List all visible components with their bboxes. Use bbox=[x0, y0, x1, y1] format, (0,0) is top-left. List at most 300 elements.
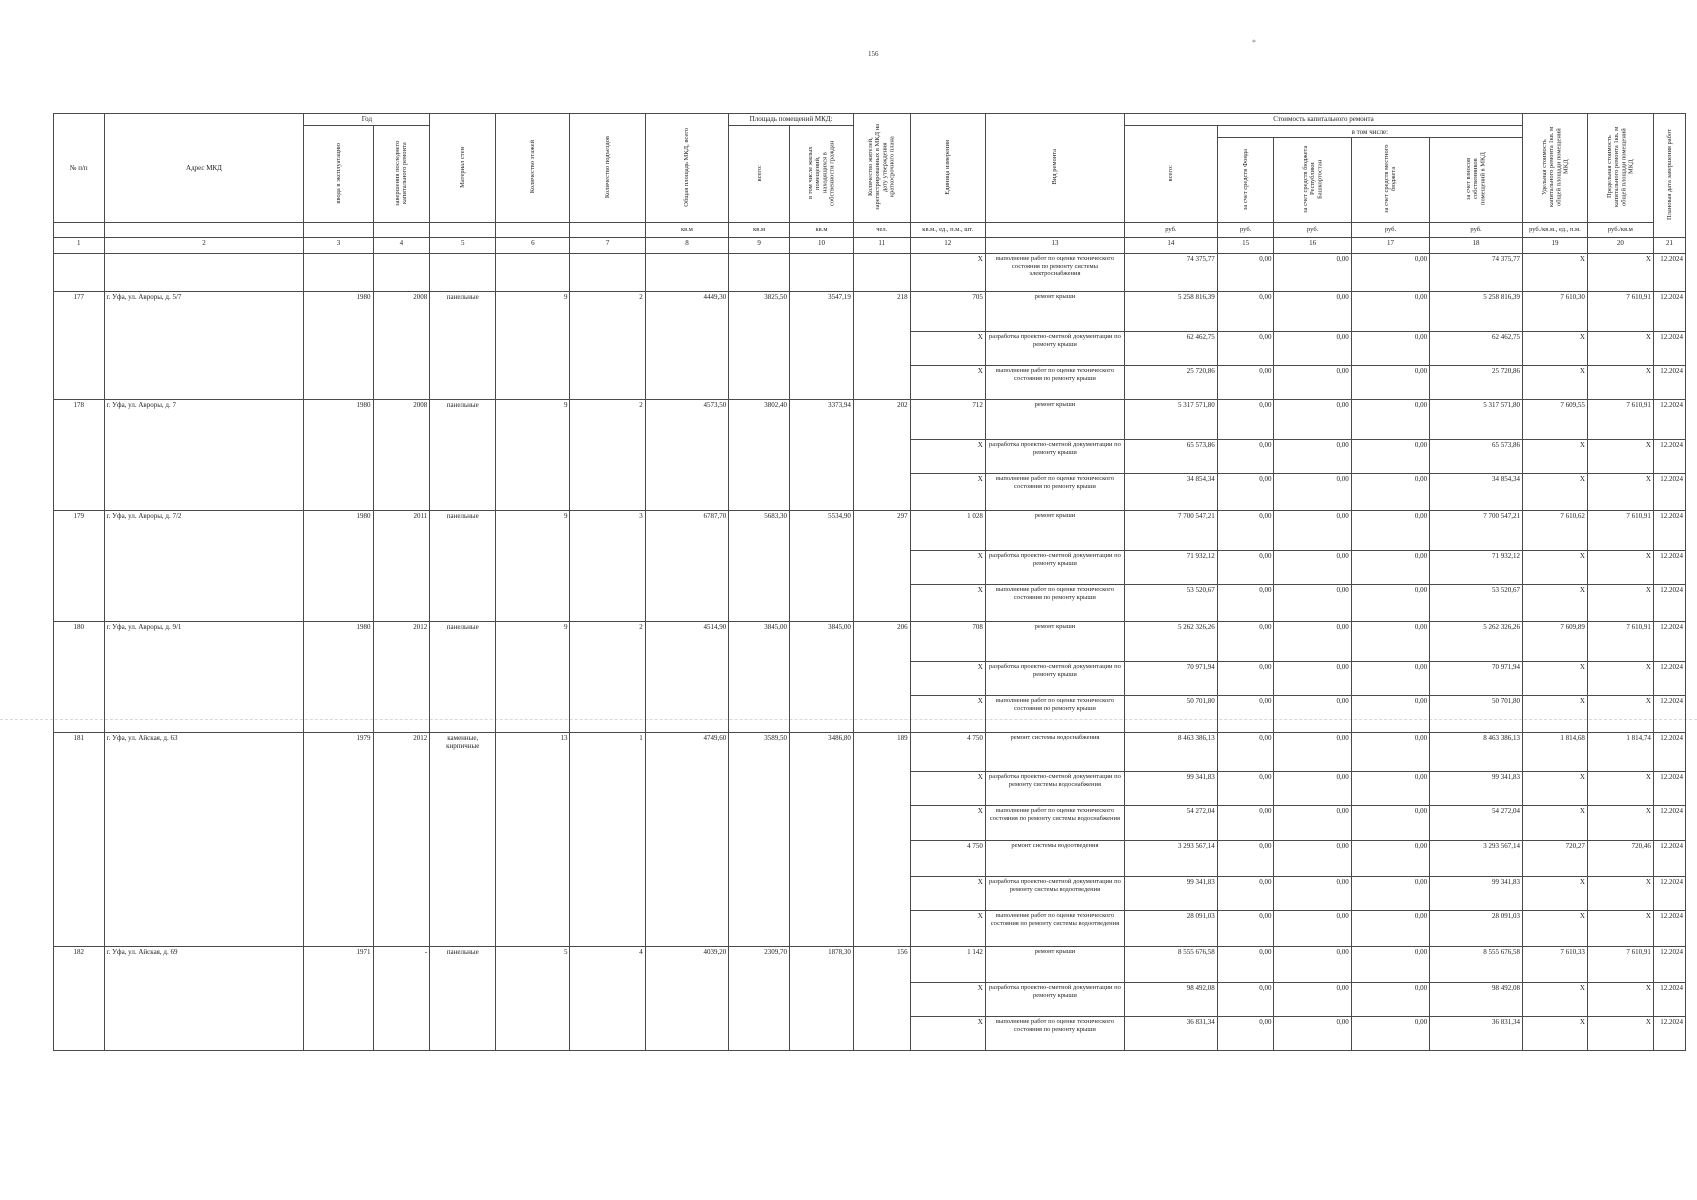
deadline-cell: 12.2024 bbox=[1653, 733, 1685, 772]
column-number: 14 bbox=[1125, 238, 1218, 254]
cost-fund-cell: 0,00 bbox=[1217, 696, 1274, 733]
max-cost-cell: 7 610,91 bbox=[1587, 511, 1653, 551]
cost-republic-cell: 0,00 bbox=[1274, 551, 1351, 585]
cost-fund-cell: 0,00 bbox=[1217, 366, 1274, 400]
deadline-cell: 12.2024 bbox=[1653, 474, 1685, 511]
header-wall bbox=[430, 114, 496, 223]
cost-owners-cell: 99 341,83 bbox=[1430, 772, 1523, 806]
unit-cell: 705 bbox=[910, 292, 985, 332]
cost-local-cell: 0,00 bbox=[1351, 806, 1429, 841]
cost-total-cell: 28 091,03 bbox=[1125, 911, 1218, 947]
deadline-cell: 12.2024 bbox=[1653, 254, 1685, 292]
unit-cost-cell: X bbox=[1522, 585, 1587, 622]
premises-total-cell: 3802,40 bbox=[729, 400, 790, 511]
max-cost-cell: 7 610,91 bbox=[1587, 400, 1653, 440]
cost-total-cell: 8 463 386,13 bbox=[1125, 733, 1218, 772]
empty-cell bbox=[304, 254, 373, 292]
unit-cost-cell: 7 609,55 bbox=[1522, 400, 1587, 440]
max-cost-cell: X bbox=[1587, 696, 1653, 733]
cost-republic-cell: 0,00 bbox=[1274, 585, 1351, 622]
year-repair-cell: 2012 bbox=[373, 733, 430, 947]
floors-cell: 9 bbox=[496, 400, 570, 511]
deadline-cell: 12.2024 bbox=[1653, 440, 1685, 474]
cost-owners-cell: 71 932,12 bbox=[1430, 551, 1523, 585]
cost-owners-cell: 99 341,83 bbox=[1430, 877, 1523, 911]
unit-cell: 712 bbox=[910, 400, 985, 440]
unit-rub: руб. bbox=[1217, 223, 1274, 238]
cost-fund-cell: 0,00 bbox=[1217, 332, 1274, 366]
cost-fund-cell: 0,00 bbox=[1217, 877, 1274, 911]
cost-owners-cell: 3 293 567,14 bbox=[1430, 841, 1523, 877]
table-row bbox=[54, 254, 1686, 292]
premises-total-cell: 5683,30 bbox=[729, 511, 790, 622]
unit-cell: 4 750 bbox=[910, 733, 985, 772]
address-cell: г. Уфа, ул. Авроры, д. 7 bbox=[104, 400, 304, 511]
cost-republic-cell: 0,00 bbox=[1274, 947, 1351, 983]
cost-fund-cell: 0,00 bbox=[1217, 1017, 1274, 1051]
max-cost-cell: X bbox=[1587, 1017, 1653, 1051]
cost-fund-cell: 0,00 bbox=[1217, 806, 1274, 841]
unit-cell: X bbox=[910, 696, 985, 733]
column-number: 13 bbox=[985, 238, 1124, 254]
header-premises-total bbox=[729, 126, 790, 223]
cost-fund-cell: 0,00 bbox=[1217, 947, 1274, 983]
work-type-cell: разработка проектно-сметной документации по ремонту крыши bbox=[985, 983, 1124, 1017]
header-year-commission bbox=[304, 126, 373, 223]
column-number: 12 bbox=[910, 238, 985, 254]
page-number: 156 bbox=[868, 50, 879, 58]
unit-blank bbox=[373, 223, 430, 238]
cost-fund-cell: 0,00 bbox=[1217, 662, 1274, 696]
entrances-cell: 1 bbox=[570, 733, 645, 947]
header-fund-text: за счет средств Фонда bbox=[1242, 148, 1250, 210]
deadline-cell: 12.2024 bbox=[1653, 585, 1685, 622]
address-cell: г. Уфа, ул. Авроры, д. 9/1 bbox=[104, 622, 304, 733]
cost-local-cell: 0,00 bbox=[1351, 947, 1429, 983]
residents-cell: 189 bbox=[853, 733, 910, 947]
max-cost-cell: X bbox=[1587, 983, 1653, 1017]
column-number: 3 bbox=[304, 238, 373, 254]
premises-total-cell: 3825,50 bbox=[729, 292, 790, 400]
work-type-cell: выполнение работ по оценке технического состояния по ремонту крыши bbox=[985, 1017, 1124, 1051]
cost-local-cell: 0,00 bbox=[1351, 696, 1429, 733]
cost-republic-cell: 0,00 bbox=[1274, 806, 1351, 841]
entrances-cell: 3 bbox=[570, 511, 645, 622]
unit-blank bbox=[104, 223, 304, 238]
work-type-cell: разработка проектно-сметной документации по ремонту системы водоотведения bbox=[985, 877, 1124, 911]
header-cost-total bbox=[1125, 126, 1218, 223]
empty-cell bbox=[729, 254, 790, 292]
unit-cell: X bbox=[910, 877, 985, 911]
cost-total-cell: 74 375,77 bbox=[1125, 254, 1218, 292]
unit-cell: X bbox=[910, 806, 985, 841]
cost-local-cell: 0,00 bbox=[1351, 911, 1429, 947]
work-type-cell: разработка проектно-сметной документации по ремонту крыши bbox=[985, 440, 1124, 474]
row-number-cell: 182 bbox=[54, 947, 105, 1051]
cost-republic-cell: 0,00 bbox=[1274, 622, 1351, 662]
total-area-cell: 6787,70 bbox=[645, 511, 729, 622]
entrances-cell: 2 bbox=[570, 292, 645, 400]
cost-total-cell: 62 462,75 bbox=[1125, 332, 1218, 366]
work-type-cell: выполнение работ по оценке технического состояния по ремонту крыши bbox=[985, 585, 1124, 622]
deadline-cell: 12.2024 bbox=[1653, 1017, 1685, 1051]
work-type-cell: ремонт крыши bbox=[985, 511, 1124, 551]
header-no: № п/п bbox=[54, 114, 105, 223]
cost-local-cell: 0,00 bbox=[1351, 983, 1429, 1017]
unit-cost-cell: 7 610,33 bbox=[1522, 947, 1587, 983]
unit-measure: кв.м., ед., п.м., шт. bbox=[910, 223, 985, 238]
cost-total-cell: 99 341,83 bbox=[1125, 772, 1218, 806]
cost-fund-cell: 0,00 bbox=[1217, 254, 1274, 292]
wall-material-cell: панельные bbox=[430, 622, 496, 733]
cost-fund-cell: 0,00 bbox=[1217, 983, 1274, 1017]
empty-cell bbox=[496, 254, 570, 292]
column-number: 5 bbox=[430, 238, 496, 254]
max-cost-cell: 1 814,74 bbox=[1587, 733, 1653, 772]
header-max-cost bbox=[1587, 114, 1653, 223]
unit-cell: X bbox=[910, 440, 985, 474]
cost-owners-cell: 28 091,03 bbox=[1430, 911, 1523, 947]
cost-republic-cell: 0,00 bbox=[1274, 440, 1351, 474]
cost-total-cell: 34 854,34 bbox=[1125, 474, 1218, 511]
entrances-cell: 2 bbox=[570, 622, 645, 733]
premises-total-cell: 3589,50 bbox=[729, 733, 790, 947]
work-type-cell: ремонт крыши bbox=[985, 947, 1124, 983]
unit-cost-cell: 7 610,62 bbox=[1522, 511, 1587, 551]
header-year-last-repair bbox=[373, 126, 430, 223]
column-number: 4 bbox=[373, 238, 430, 254]
cost-local-cell: 0,00 bbox=[1351, 254, 1429, 292]
unit-cost-cell: X bbox=[1522, 662, 1587, 696]
header-residents bbox=[853, 114, 910, 223]
cost-total-cell: 65 573,86 bbox=[1125, 440, 1218, 474]
address-cell: г. Уфа, ул. Айская, д. 69 bbox=[104, 947, 304, 1051]
max-cost-cell: X bbox=[1587, 551, 1653, 585]
deadline-cell: 12.2024 bbox=[1653, 911, 1685, 947]
unit-cell: X bbox=[910, 662, 985, 696]
work-type-cell: ремонт крыши bbox=[985, 622, 1124, 662]
cost-republic-cell: 0,00 bbox=[1274, 983, 1351, 1017]
empty-cell bbox=[54, 254, 105, 292]
header-premises-residential bbox=[790, 126, 854, 223]
cost-total-cell: 99 341,83 bbox=[1125, 877, 1218, 911]
column-number: 9 bbox=[729, 238, 790, 254]
row-number-cell: 177 bbox=[54, 292, 105, 400]
table-row bbox=[54, 400, 1686, 440]
deadline-cell: 12.2024 bbox=[1653, 772, 1685, 806]
cost-fund-cell: 0,00 bbox=[1217, 292, 1274, 332]
max-cost-cell: X bbox=[1587, 806, 1653, 841]
unit-cost-cell: X bbox=[1522, 1017, 1587, 1051]
floors-cell: 13 bbox=[496, 733, 570, 947]
cost-total-cell: 53 520,67 bbox=[1125, 585, 1218, 622]
unit-cell: X bbox=[910, 366, 985, 400]
row-number-cell: 178 bbox=[54, 400, 105, 511]
residents-cell: 297 bbox=[853, 511, 910, 622]
total-area-cell: 4749,60 bbox=[645, 733, 729, 947]
header-floors bbox=[496, 114, 570, 223]
cost-owners-cell: 54 272,04 bbox=[1430, 806, 1523, 841]
scan-speck-icon: * bbox=[1252, 38, 1256, 47]
header-floors-text: Количество этажей bbox=[529, 140, 537, 194]
work-type-cell: разработка проектно-сметной документации по ремонту крыши bbox=[985, 662, 1124, 696]
deadline-cell: 12.2024 bbox=[1653, 366, 1685, 400]
unit-cost-cell: X bbox=[1522, 806, 1587, 841]
cost-local-cell: 0,00 bbox=[1351, 551, 1429, 585]
cost-owners-cell: 62 462,75 bbox=[1430, 332, 1523, 366]
table-header bbox=[54, 114, 1686, 254]
header-entrances bbox=[570, 114, 645, 223]
column-number: 15 bbox=[1217, 238, 1274, 254]
floors-cell: 9 bbox=[496, 292, 570, 400]
premises-residential-cell: 3486,80 bbox=[790, 733, 854, 947]
header-address: Адрес МКД bbox=[104, 114, 304, 223]
cost-republic-cell: 0,00 bbox=[1274, 733, 1351, 772]
empty-cell bbox=[790, 254, 854, 292]
cost-owners-cell: 8 555 676,58 bbox=[1430, 947, 1523, 983]
unit-cell: X bbox=[910, 332, 985, 366]
cost-owners-cell: 50 701,80 bbox=[1430, 696, 1523, 733]
deadline-cell: 12.2024 bbox=[1653, 332, 1685, 366]
deadline-cell: 12.2024 bbox=[1653, 877, 1685, 911]
column-number: 16 bbox=[1274, 238, 1351, 254]
cost-local-cell: 0,00 bbox=[1351, 622, 1429, 662]
unit-blank bbox=[430, 223, 496, 238]
deadline-cell: 12.2024 bbox=[1653, 551, 1685, 585]
year-built-cell: 1980 bbox=[304, 511, 373, 622]
cost-fund-cell: 0,00 bbox=[1217, 440, 1274, 474]
premises-total-cell: 3845,00 bbox=[729, 622, 790, 733]
cost-total-cell: 5 317 571,80 bbox=[1125, 400, 1218, 440]
cost-fund-cell: 0,00 bbox=[1217, 551, 1274, 585]
header-owners-text: за счет взносов собственников помещений в МКД bbox=[1465, 152, 1487, 206]
wall-material-cell: панельные bbox=[430, 511, 496, 622]
cost-republic-cell: 0,00 bbox=[1274, 841, 1351, 877]
cost-local-cell: 0,00 bbox=[1351, 332, 1429, 366]
unit-cell: X bbox=[910, 551, 985, 585]
unit-cell: X bbox=[910, 1017, 985, 1051]
column-number: 11 bbox=[853, 238, 910, 254]
cost-republic-cell: 0,00 bbox=[1274, 1017, 1351, 1051]
residents-cell: 156 bbox=[853, 947, 910, 1051]
cost-local-cell: 0,00 bbox=[1351, 292, 1429, 332]
unit-cell: 1 028 bbox=[910, 511, 985, 551]
column-number: 18 bbox=[1430, 238, 1523, 254]
max-cost-cell: X bbox=[1587, 332, 1653, 366]
unit-cell: X bbox=[910, 911, 985, 947]
unit-cell: 4 750 bbox=[910, 841, 985, 877]
header-year-commission-text: ввода в эксплуатацию bbox=[334, 142, 342, 204]
entrances-cell: 2 bbox=[570, 400, 645, 511]
row-number-cell: 180 bbox=[54, 622, 105, 733]
premises-residential-cell: 1878,30 bbox=[790, 947, 854, 1051]
unit-cost-cell: 1 814,68 bbox=[1522, 733, 1587, 772]
entrances-cell: 4 bbox=[570, 947, 645, 1051]
cost-local-cell: 0,00 bbox=[1351, 841, 1429, 877]
work-type-cell: ремонт системы водоснабжения bbox=[985, 733, 1124, 772]
cost-owners-cell: 5 262 326,26 bbox=[1430, 622, 1523, 662]
year-repair-cell: 2011 bbox=[373, 511, 430, 622]
cost-republic-cell: 0,00 bbox=[1274, 366, 1351, 400]
cost-fund-cell: 0,00 bbox=[1217, 511, 1274, 551]
unit-premises-res: кв.м bbox=[790, 223, 854, 238]
max-cost-cell: 7 610,91 bbox=[1587, 292, 1653, 332]
cost-owners-cell: 34 854,34 bbox=[1430, 474, 1523, 511]
cost-local-cell: 0,00 bbox=[1351, 585, 1429, 622]
max-cost-cell: X bbox=[1587, 772, 1653, 806]
cost-fund-cell: 0,00 bbox=[1217, 733, 1274, 772]
unit-cost-cell: X bbox=[1522, 696, 1587, 733]
column-number: 2 bbox=[104, 238, 304, 254]
unit-rub: руб. bbox=[1125, 223, 1218, 238]
cost-fund-cell: 0,00 bbox=[1217, 772, 1274, 806]
empty-cell bbox=[430, 254, 496, 292]
cost-total-cell: 3 293 567,14 bbox=[1125, 841, 1218, 877]
unit-rub: руб. bbox=[1351, 223, 1429, 238]
column-number: 20 bbox=[1587, 238, 1653, 254]
year-built-cell: 1980 bbox=[304, 622, 373, 733]
header-local bbox=[1351, 138, 1429, 223]
total-area-cell: 4449,30 bbox=[645, 292, 729, 400]
cost-fund-cell: 0,00 bbox=[1217, 400, 1274, 440]
row-number-cell: 179 bbox=[54, 511, 105, 622]
max-cost-cell: X bbox=[1587, 474, 1653, 511]
premises-residential-cell: 3373,94 bbox=[790, 400, 854, 511]
deadline-cell: 12.2024 bbox=[1653, 400, 1685, 440]
cost-local-cell: 0,00 bbox=[1351, 474, 1429, 511]
cost-owners-cell: 65 573,86 bbox=[1430, 440, 1523, 474]
year-built-cell: 1979 bbox=[304, 733, 373, 947]
unit-blank bbox=[985, 223, 1124, 238]
header-deadline-text: Плановая дата завершения работ bbox=[1665, 128, 1673, 221]
header-premises-total-text: всего: bbox=[755, 164, 763, 182]
premises-residential-cell: 3547,19 bbox=[790, 292, 854, 400]
residents-cell: 206 bbox=[853, 622, 910, 733]
header-unit-text: Единица измерения bbox=[944, 139, 952, 195]
max-cost-cell: 720,46 bbox=[1587, 841, 1653, 877]
cost-total-cell: 36 831,34 bbox=[1125, 1017, 1218, 1051]
address-cell: г. Уфа, ул. Авроры, д. 7/2 bbox=[104, 511, 304, 622]
address-cell: г. Уфа, ул. Авроры, д. 5/7 bbox=[104, 292, 304, 400]
work-type-cell: ремонт системы водоотведения bbox=[985, 841, 1124, 877]
cost-local-cell: 0,00 bbox=[1351, 772, 1429, 806]
unit-rub: руб. bbox=[1430, 223, 1523, 238]
cost-owners-cell: 7 700 547,21 bbox=[1430, 511, 1523, 551]
table-row bbox=[54, 622, 1686, 662]
max-cost-cell: X bbox=[1587, 911, 1653, 947]
premises-total-cell: 2309,70 bbox=[729, 947, 790, 1051]
header-republic bbox=[1274, 138, 1351, 223]
cost-local-cell: 0,00 bbox=[1351, 662, 1429, 696]
wall-material-cell: панельные bbox=[430, 400, 496, 511]
header-year: Год bbox=[304, 114, 430, 126]
cost-owners-cell: 53 520,67 bbox=[1430, 585, 1523, 622]
header-deadline bbox=[1653, 114, 1685, 238]
residents-cell: 202 bbox=[853, 400, 910, 511]
cost-total-cell: 5 258 816,39 bbox=[1125, 292, 1218, 332]
table-body bbox=[54, 254, 1686, 1051]
max-cost-cell: X bbox=[1587, 440, 1653, 474]
deadline-cell: 12.2024 bbox=[1653, 947, 1685, 983]
header-unit-cost bbox=[1522, 114, 1587, 223]
header-including: в том числе: bbox=[1217, 126, 1522, 138]
work-type-cell: выполнение работ по оценке технического состояния по ремонту крыши bbox=[985, 696, 1124, 733]
total-area-cell: 4039,20 bbox=[645, 947, 729, 1051]
unit-blank bbox=[570, 223, 645, 238]
floors-cell: 9 bbox=[496, 622, 570, 733]
unit-cell: X bbox=[910, 254, 985, 292]
column-number: 10 bbox=[790, 238, 854, 254]
cost-republic-cell: 0,00 bbox=[1274, 332, 1351, 366]
unit-cost-cell: X bbox=[1522, 877, 1587, 911]
residents-cell: 218 bbox=[853, 292, 910, 400]
header-owners bbox=[1430, 138, 1523, 223]
max-cost-cell: X bbox=[1587, 877, 1653, 911]
unit-cost-cell: X bbox=[1522, 551, 1587, 585]
work-type-cell: разработка проектно-сметной документации по ремонту системы водоснабжения bbox=[985, 772, 1124, 806]
cost-local-cell: 0,00 bbox=[1351, 1017, 1429, 1051]
column-number: 7 bbox=[570, 238, 645, 254]
header-fund bbox=[1217, 138, 1274, 223]
header-cost-total-text: всего: bbox=[1167, 164, 1175, 182]
header-work-type bbox=[985, 114, 1124, 223]
max-cost-cell: 7 610,91 bbox=[1587, 947, 1653, 983]
unit-cost-cell: X bbox=[1522, 474, 1587, 511]
year-repair-cell: 2008 bbox=[373, 400, 430, 511]
header-residents-text: Количество жителей, зарегистрированных в МКД на дату утверждения краткосрочного плана bbox=[867, 123, 896, 211]
header-year-last-repair-text: завершения последнего капитального ремонта bbox=[394, 140, 409, 206]
cost-local-cell: 0,00 bbox=[1351, 877, 1429, 911]
cost-republic-cell: 0,00 bbox=[1274, 400, 1351, 440]
unit-rub-per: руб./кв.м., ед., п.м. bbox=[1522, 223, 1587, 238]
unit-cell: X bbox=[910, 983, 985, 1017]
unit-blank bbox=[496, 223, 570, 238]
column-number-row bbox=[54, 238, 1686, 254]
header-premises-area: Площадь помещений МКД: bbox=[729, 114, 854, 126]
unit-cost-cell: 7 609,89 bbox=[1522, 622, 1587, 662]
table-row bbox=[54, 511, 1686, 551]
max-cost-cell: X bbox=[1587, 254, 1653, 292]
cost-local-cell: 0,00 bbox=[1351, 366, 1429, 400]
header-wall-text: Материал стен bbox=[459, 146, 467, 188]
unit-cost-cell: 720,27 bbox=[1522, 841, 1587, 877]
year-repair-cell: 2012 bbox=[373, 622, 430, 733]
header-entrances-text: Количество подъездов bbox=[603, 135, 611, 199]
max-cost-cell: 7 610,91 bbox=[1587, 622, 1653, 662]
work-type-cell: разработка проектно-сметной документации по ремонту крыши bbox=[985, 332, 1124, 366]
unit-rub-sqm: руб./кв.м bbox=[1587, 223, 1653, 238]
column-number: 21 bbox=[1653, 238, 1685, 254]
unit-cost-cell: 7 610,30 bbox=[1522, 292, 1587, 332]
unit-cost-cell: X bbox=[1522, 254, 1587, 292]
max-cost-cell: X bbox=[1587, 662, 1653, 696]
column-number: 19 bbox=[1522, 238, 1587, 254]
cost-total-cell: 8 555 676,58 bbox=[1125, 947, 1218, 983]
cost-owners-cell: 98 492,08 bbox=[1430, 983, 1523, 1017]
column-number: 1 bbox=[54, 238, 105, 254]
max-cost-cell: X bbox=[1587, 585, 1653, 622]
cost-local-cell: 0,00 bbox=[1351, 400, 1429, 440]
empty-cell bbox=[853, 254, 910, 292]
cost-total-cell: 98 492,08 bbox=[1125, 983, 1218, 1017]
work-type-cell: выполнение работ по оценке технического состояния по ремонту крыши bbox=[985, 474, 1124, 511]
cost-fund-cell: 0,00 bbox=[1217, 622, 1274, 662]
cost-local-cell: 0,00 bbox=[1351, 733, 1429, 772]
cost-republic-cell: 0,00 bbox=[1274, 292, 1351, 332]
unit-blank bbox=[54, 223, 105, 238]
cost-owners-cell: 25 720,86 bbox=[1430, 366, 1523, 400]
work-type-cell: разработка проектно-сметной документации по ремонту крыши bbox=[985, 551, 1124, 585]
